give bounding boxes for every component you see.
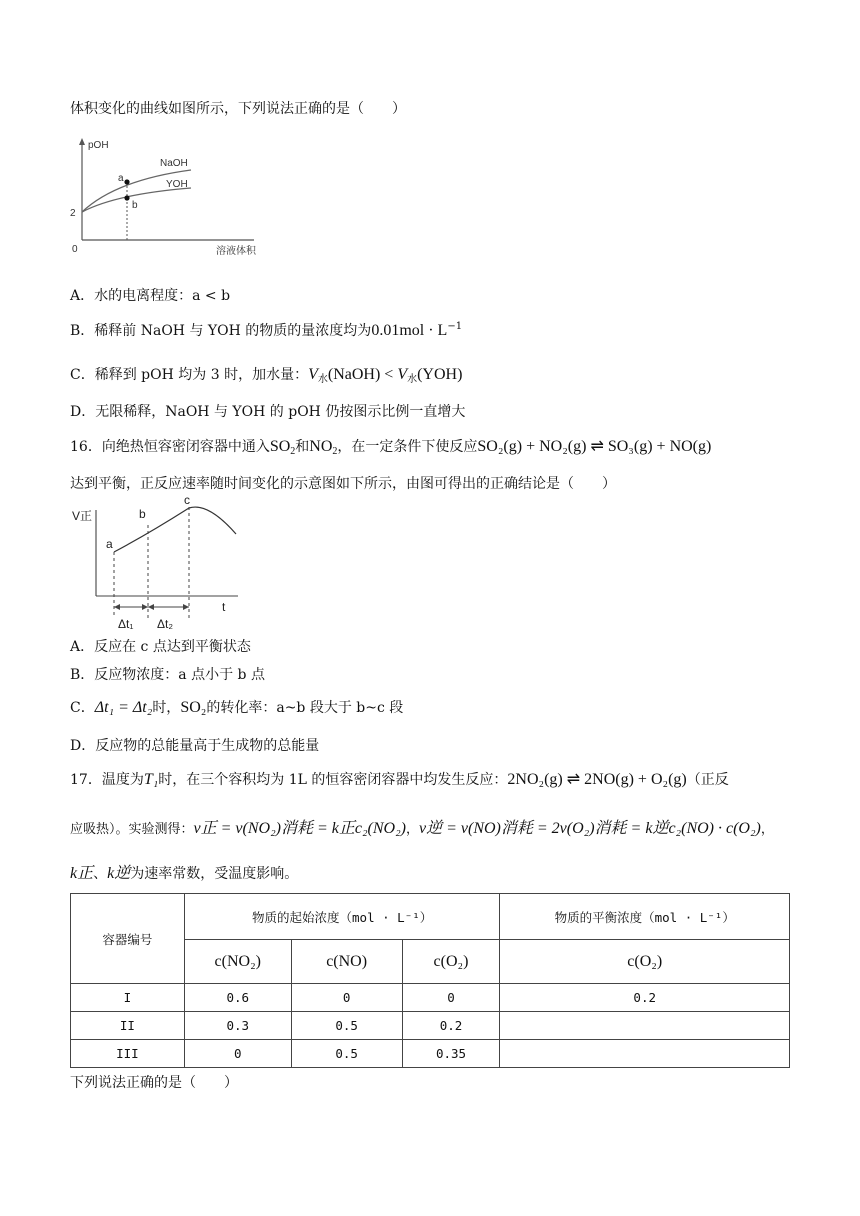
rate-graph-x-label: t <box>222 600 226 614</box>
option-16c: C．Δt₁ = Δt₂时，SO₂的转化率：a~b 段大于 b~c 段 <box>70 699 404 716</box>
header-equilibrium-conc: 物质的平衡浓度（mol · L⁻¹） <box>500 894 790 940</box>
option-16a: A．反应在 c 点达到平衡状态 <box>70 639 251 655</box>
table-row: I 0.6 0 0 0.2 <box>71 984 790 1012</box>
question-16-line1: 16．向绝热恒容密闭容器中通入$SO_2$和$NO_2$，在一定条件下使反应SO₂(g) + NO₂(g) ⇌ SO₃(g) + NO(g) <box>70 438 712 457</box>
rate-time-graph <box>68 496 258 632</box>
series-label-yoh: YOH <box>166 179 188 190</box>
poh-volume-graph <box>66 136 276 258</box>
point-label-a: a <box>118 173 124 184</box>
rate-graph-y-label: V正 <box>72 509 93 523</box>
subheader-c-o2: c(O₂) <box>402 940 500 984</box>
table-row: II 0.3 0.5 0.2 <box>71 1012 790 1040</box>
option-16b: B．反应物浓度：a 点小于 b 点 <box>70 667 265 683</box>
graph-x-label: 溶液体积 <box>216 246 256 257</box>
rate-point-c: c <box>184 496 190 507</box>
rate-point-a: a <box>106 537 113 551</box>
question-stem-continuation: 体积变化的曲线如图所示，下列说法正确的是（ ） <box>70 101 406 117</box>
question-17-line2: 应吸热）。实验测得：v正 = v(NO₂)消耗 = k正c₂(NO₂)，v逆 = v(NO)消耗 = 2v(O₂)消耗 = k逆c₂(NO) · c(O₂)， <box>70 820 774 837</box>
subheader-c-o2-eq: c(O₂) <box>500 940 790 984</box>
subheader-c-no2: c(NO₂) <box>184 940 291 984</box>
question-17-line3: k正、k逆为速率常数，受温度影响。 <box>70 865 299 882</box>
closing-question: 下列说法正确的是（ ） <box>70 1075 238 1091</box>
option-15a: A．水的电离程度：a < b <box>70 288 231 304</box>
graph-y-label: pOH <box>88 140 109 151</box>
option-15c: C．稀释到 pOH 均为 3 时，加水量：$V_水(NaOH) < V_水(YOH)$ <box>70 366 463 385</box>
point-label-b: b <box>132 200 138 211</box>
question-16-line2: 达到平衡，正反应速率随时间变化的示意图如下所示，由图可得出的正确结论是（ ） <box>70 476 616 492</box>
series-label-naoh: NaOH <box>160 158 188 169</box>
delta-t1-label: Δt₁ <box>118 617 134 631</box>
graph-origin: 0 <box>72 244 78 255</box>
header-initial-conc: 物质的起始浓度（mol · L⁻¹） <box>184 894 500 940</box>
subheader-c-no: c(NO) <box>291 940 402 984</box>
delta-t2-label: Δt₂ <box>157 617 174 631</box>
graph-y-tick: 2 <box>70 208 76 219</box>
question-17-line1: 17．温度为T₁时，在三个容积均为 1L 的恒容密闭容器中均发生反应：2NO₂(g) ⇌ 2NO(g) + O₂(g)（正反 <box>70 771 729 788</box>
option-15b: B．稀释前 NaOH 与 YOH 的物质的量浓度均为$0.01mol \cdot L^{-1}$ <box>70 321 463 339</box>
rate-point-b: b <box>139 507 146 521</box>
table-row: III 0 0.5 0.35 <box>71 1040 790 1068</box>
header-container: 容器编号 <box>71 894 185 984</box>
option-15d: D．无限稀释，NaOH 与 YOH 的 pOH 仍按图示比例一直增大 <box>70 404 466 420</box>
option-16d: D．反应物的总能量高于生成物的总能量 <box>70 738 320 754</box>
concentration-table <box>70 893 790 1068</box>
